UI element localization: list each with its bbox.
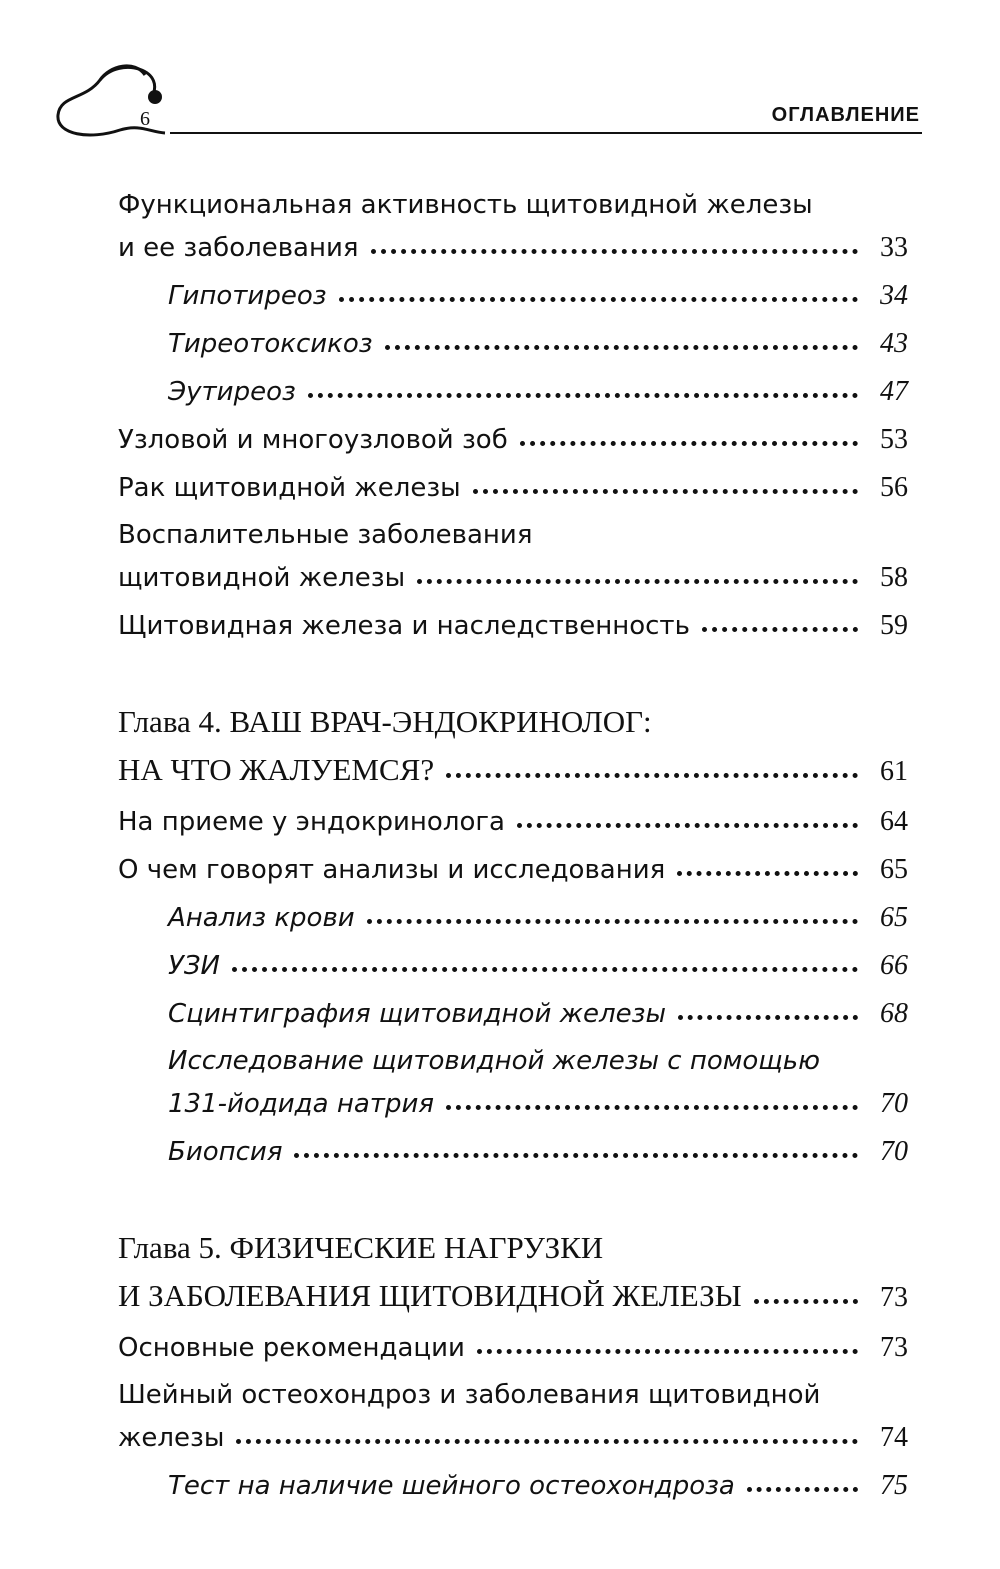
toc-subentry[interactable] [118,328,908,370]
page-number: 6 [140,108,150,130]
toc-line [118,1380,908,1422]
toc-entry-title: и ее заболевания [118,233,359,263]
toc-entry-title: УЗИ [168,951,220,981]
toc-entry-title: Сцинтиграфия щитовидной железы [168,999,667,1029]
toc-line [118,472,908,514]
toc-page-number: 43 [880,328,908,359]
dot-leader [517,823,858,828]
toc-page-number: 65 [880,854,908,885]
toc-entry-title: Функциональная активность щитовидной железы [118,190,813,220]
toc-entry[interactable] [118,610,908,652]
toc-entry-title: Тест на наличие шейного остеохондроза [168,1471,735,1501]
dot-leader [747,1487,858,1492]
toc-subentry[interactable] [118,950,908,992]
dot-leader [520,441,858,446]
toc-subentry[interactable] [118,1470,908,1512]
toc-line [118,376,908,418]
toc-entry-title: НА ЧТО ЖАЛУЕМСЯ? [118,752,435,787]
toc-page-number: 66 [880,950,908,981]
toc-entry-title: Тиреотоксикоз [168,329,373,359]
toc-entry-title: Глава 4. ВАШ ВРАЧ-ЭНДОКРИНОЛОГ: [118,704,652,739]
toc-line [118,1332,908,1374]
toc-line [118,704,908,752]
toc-entry[interactable] [118,520,908,604]
toc-entry-title: железы [118,1423,225,1453]
toc-entry-title: Биопсия [168,1137,283,1167]
toc-line [118,1088,908,1130]
toc-line [118,562,908,604]
toc-page-number: 73 [880,1332,908,1363]
page-header [0,0,1000,150]
toc-line [118,328,908,370]
header-rule [170,132,922,134]
toc-line [118,1278,908,1326]
toc-page-number: 68 [880,998,908,1029]
toc-line [118,1230,908,1278]
toc-entry[interactable] [118,424,908,466]
toc-page-number: 70 [880,1088,908,1119]
toc-page-number: 47 [880,376,908,407]
toc-subentry[interactable] [118,1046,908,1130]
toc-entry[interactable] [118,190,908,274]
dot-leader [308,393,858,398]
toc-subentry[interactable] [118,902,908,944]
toc-line [118,998,908,1040]
toc-entry[interactable] [118,806,908,848]
toc-entry-title: Глава 5. ФИЗИЧЕСКИЕ НАГРУЗКИ [118,1230,604,1265]
toc-line [118,280,908,322]
toc-page-number: 59 [880,610,908,641]
toc-entry-title: Гипотиреоз [168,281,327,311]
toc-page-number: 56 [880,472,908,503]
dot-leader [754,1299,858,1304]
toc-page-number: 34 [880,280,908,311]
toc-line [118,424,908,466]
toc-entry-title: О чем говорят анализы и исследования [118,855,666,885]
toc-page-number: 70 [880,1136,908,1167]
dot-leader [367,919,858,924]
dot-leader [385,345,858,350]
toc-page-number: 75 [880,1470,908,1501]
toc-entry-title: Воспалительные заболевания [118,520,533,550]
toc-spacer [118,652,908,704]
dot-leader [294,1153,858,1158]
toc-line [118,854,908,896]
toc-entry-title: На приеме у эндокринолога [118,807,505,837]
toc-entry-title: И ЗАБОЛЕВАНИЯ ЩИТОВИДНОЙ ЖЕЛЕЗЫ [118,1278,742,1313]
toc-line [118,1470,908,1512]
toc-page-number: 74 [880,1422,908,1453]
toc-page-number: 53 [880,424,908,455]
toc-chapter[interactable] [118,1230,908,1326]
toc-entry-title: Щитовидная железа и наследственность [118,611,690,641]
toc-chapter[interactable] [118,704,908,800]
toc-entry-title: щитовидной железы [118,563,406,593]
toc-line [118,520,908,562]
toc-page-number: 64 [880,806,908,837]
toc-entry[interactable] [118,472,908,514]
toc-entry-title: Эутиреоз [168,377,296,407]
toc-subentry[interactable] [118,376,908,418]
toc-line [118,1136,908,1178]
toc-line [118,1046,908,1088]
toc-line [118,232,908,274]
toc-entry[interactable] [118,854,908,896]
toc-entry-title: Основные рекомендации [118,1333,465,1363]
section-title: ОГЛАВЛЕНИЕ [771,104,920,126]
toc-entry-title: 131-йодида натрия [168,1089,434,1119]
dot-leader [339,297,858,302]
dot-leader [371,249,858,254]
toc-page-number: 73 [880,1282,908,1313]
toc-subentry[interactable] [118,280,908,322]
toc-entry-title: Шейный остеохондроз и заболевания щитовидной [118,1380,821,1410]
dot-leader [473,489,858,494]
dot-leader [236,1439,858,1444]
toc-page-number: 61 [880,756,908,787]
dot-leader [446,773,858,778]
toc-line [118,806,908,848]
table-of-contents [118,190,908,1512]
toc-spacer [118,1178,908,1230]
toc-line [118,752,908,800]
toc-entry-title: Исследование щитовидной железы с помощью [168,1046,820,1076]
dot-leader [678,1015,858,1020]
dot-leader [446,1105,858,1110]
dot-leader [477,1349,858,1354]
toc-entry-title: Узловой и многоузловой зоб [118,425,508,455]
toc-line [118,902,908,944]
toc-page-number: 33 [880,232,908,263]
toc-page-number: 58 [880,562,908,593]
toc-page-number: 65 [880,902,908,933]
toc-entry-title: Анализ крови [168,903,355,933]
toc-entry-title: Рак щитовидной железы [118,473,461,503]
toc-subentry[interactable] [118,998,908,1040]
toc-entry[interactable] [118,1332,908,1374]
dot-leader [417,579,858,584]
toc-subentry[interactable] [118,1136,908,1178]
toc-line [118,610,908,652]
dot-leader [677,871,858,876]
dot-leader [232,967,858,972]
stethoscope-icon [0,0,200,150]
toc-line [118,190,908,232]
toc-line [118,950,908,992]
dot-leader [702,627,858,632]
toc-line [118,1422,908,1464]
toc-entry[interactable] [118,1380,908,1464]
